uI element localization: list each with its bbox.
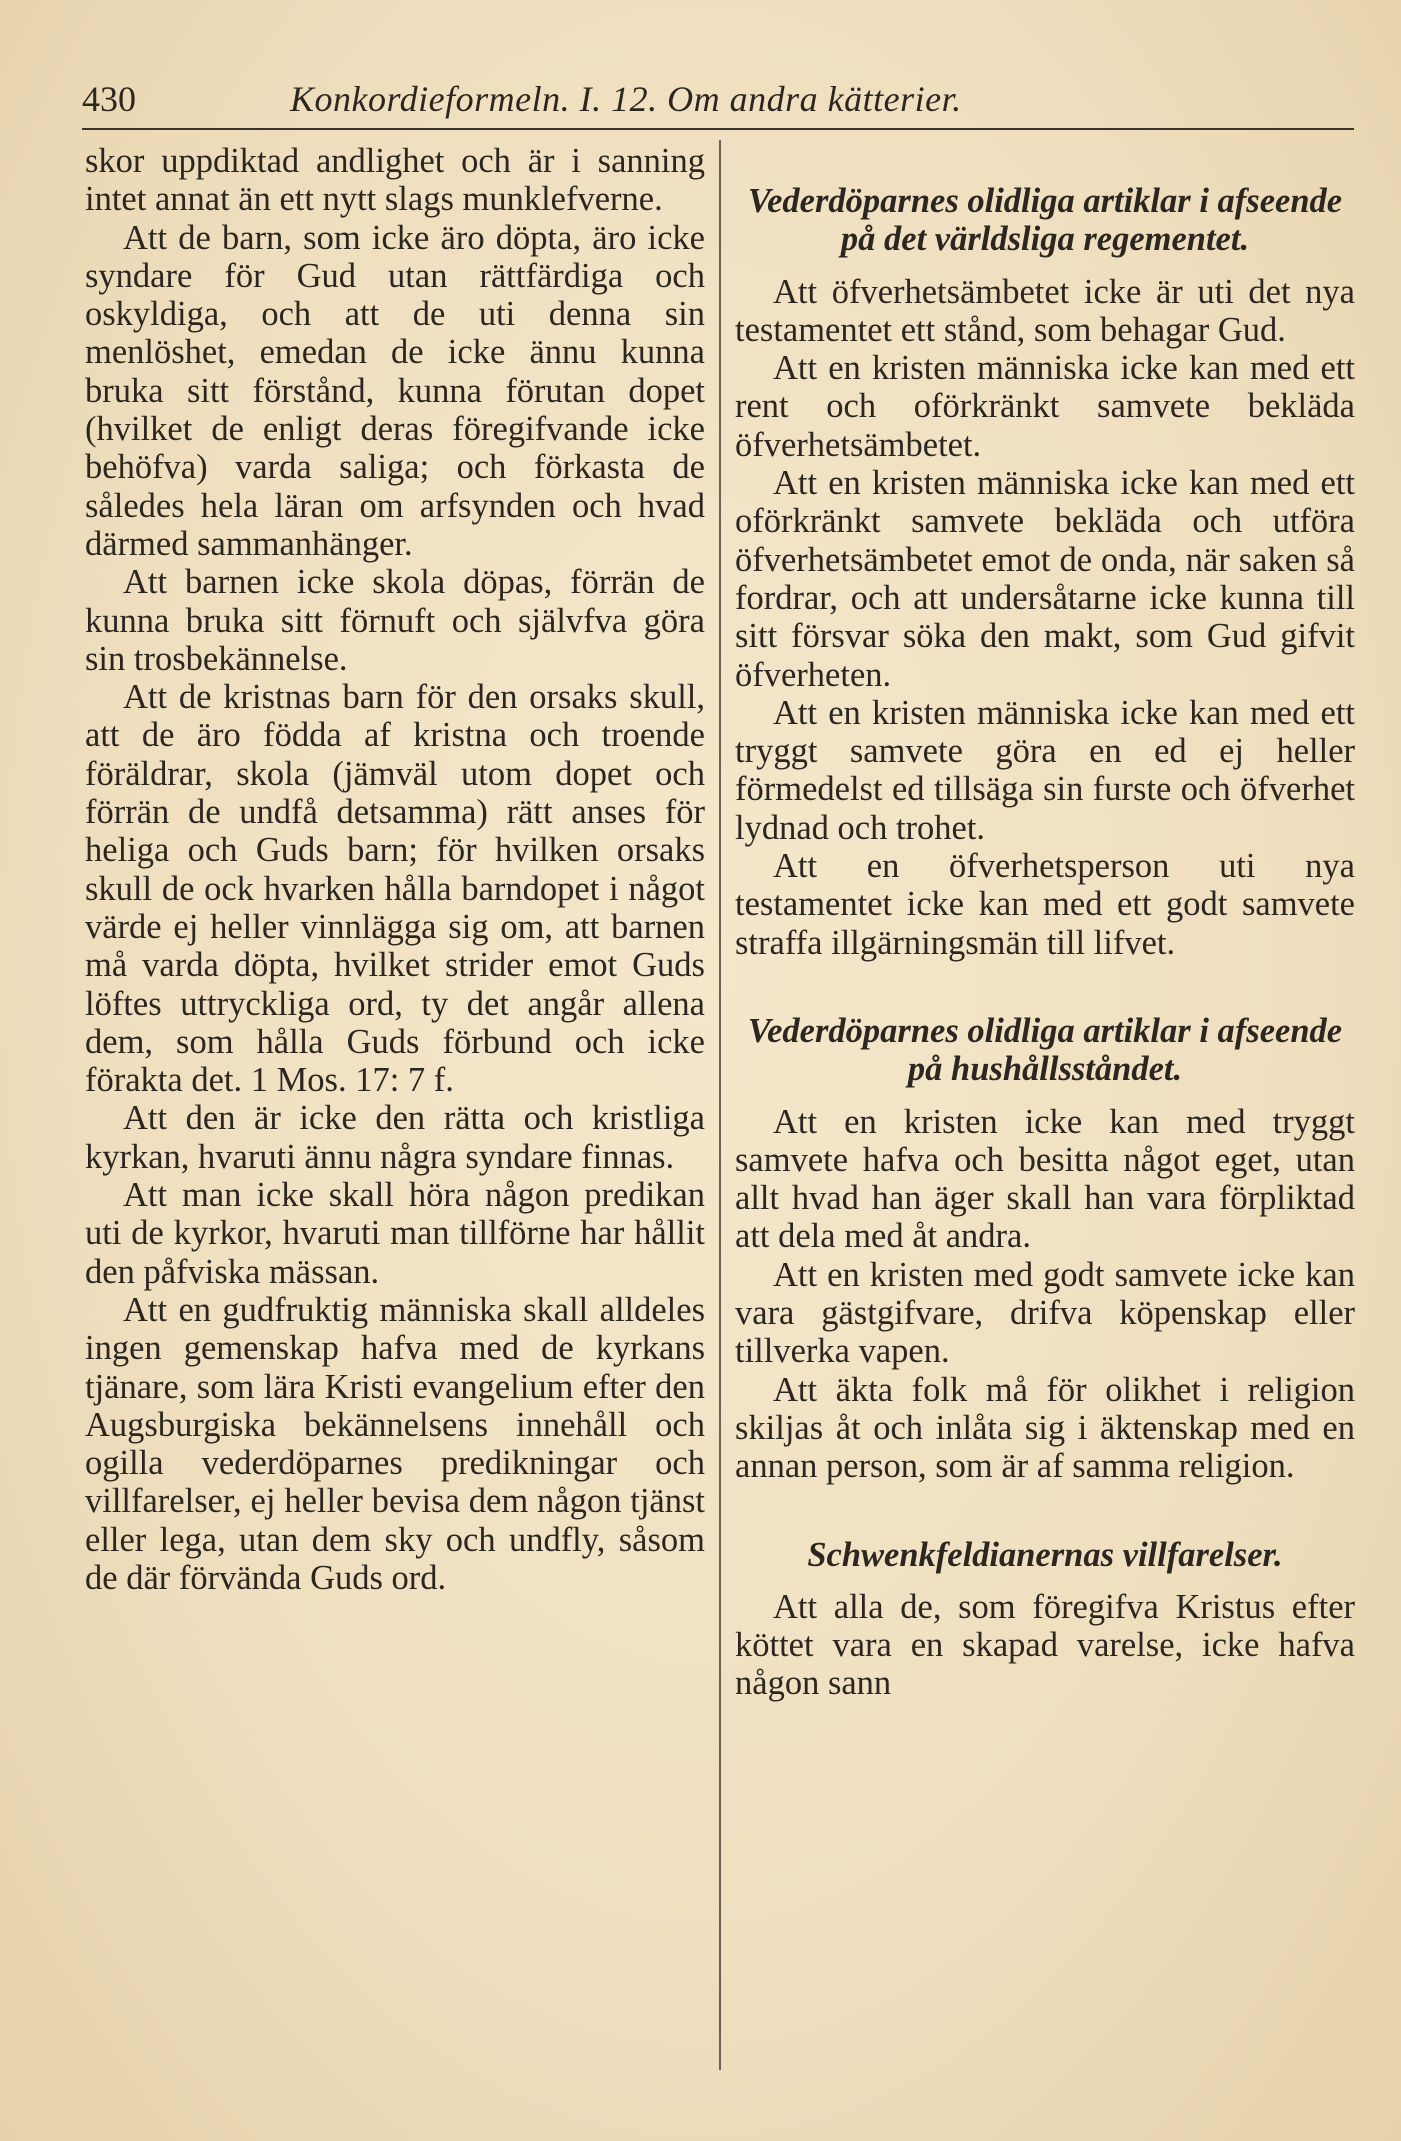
paragraph: Att de kristnas barn för den orsaks skull, att de äro födda af kristna och troende föräldrar, skola (jämväl utom dopet och förrän de undfå detsamma) rätt anses för heliga och Guds barn; för hvilken orsaks skull de ock hvarken hålla barndopet i något värde ej heller vinnlägga sig om, att barnen må varda döpta, hvilket strider emot Guds löftes uttryckliga ord, ty det angår allena dem, som hålla Guds förbund och icke förakta det. 1 Mos. 17: 7 f.: [85, 678, 705, 1100]
paragraph: Att barnen icke skola döpas, förrän de kunna bruka sitt förnuft och självfva göra sin trosbekännelse.: [85, 563, 705, 678]
right-column: [735, 142, 1355, 1703]
paragraph: Att en öfverhetsperson uti nya testamentet icke kan med ett godt samvete straffa illgärningsmän till lifvet.: [735, 847, 1355, 962]
page-header: [82, 78, 1352, 128]
paragraph: Att en kristen med godt samvete icke kan vara gästgifvare, drifva köpenskap eller tillverka vapen.: [735, 1255, 1355, 1371]
paragraph: Att den är icke den rätta och kristliga kyrkan, hvaruti ännu några syndare finnas.: [85, 1099, 705, 1176]
paragraph: Att de barn, som icke äro döpta, äro icke syndare för Gud utan rättfärdiga och oskyldiga, och att de uti denna sin menlöshet, emedan de icke ännu kunna bruka sitt förstånd, kunna förutan dopet (hvilket de enligt deras föregifvande icke behöfva) varda saliga; och förkasta de således hela läran om arfsynden och hvad därmed sammanhänger.: [85, 218, 705, 563]
section-heading-schwenkfeldians: Schwenkfeldianernas villfarelser.: [807, 1535, 1283, 1574]
paragraph: Att en gudfruktig människa skall alldeles ingen gemenskap hafva med de kyrkans tjänare, som lära Kristi evangelium efter den Augsburgiska bekännelsens innehåll och ogilla vederdöparnes predikningar och villfarelser, ej heller bevisa dem någon tjänst eller lega, utan dem sky och undfly, såsom de där förvända Guds ord.: [85, 1290, 705, 1597]
paragraph: Att äkta folk må för olikhet i religion skiljas åt och inlåta sig i äktenskap med en annan person, som är af samma religion.: [735, 1370, 1355, 1486]
section-heading-worldly-government: Vederdöparnes olidliga artiklar i afseende på det världsliga regementet.: [747, 182, 1343, 259]
paragraph: Att en kristen människa icke kan med ett oförkränkt samvete bekläda och utföra öfverhetsämbetet emot de onda, när saken så fordrar, och att undersåtarne icke kunna till sitt försvar söka den makt, som Gud gifvit öfverheten.: [735, 464, 1355, 694]
paragraph: Att öfverhetsämbetet icke är uti det nya testamentet ett stånd, som behagar Gud.: [735, 272, 1355, 349]
page-number: 430: [82, 79, 136, 119]
paragraph: Att en kristen människa icke kan med ett tryggt samvete göra en ed ej heller förmedelst ed tillsäga sin furste och öfverhet lydnad och trohet.: [735, 693, 1355, 847]
paragraph: Att en kristen icke kan med tryggt samvete hafva och besitta något eget, utan allt hvad han äger skall han vara förpliktad att dela med åt andra.: [735, 1102, 1355, 1256]
column-divider: [719, 140, 721, 2070]
paragraph: Att alla de, som föregifva Kristus efter köttet vara en skapad varelse, icke hafva någon sann: [735, 1587, 1355, 1703]
paragraph: Att en kristen människa icke kan med ett rent och oförkränkt samvete bekläda öfverhetsämbetet.: [735, 349, 1355, 464]
running-title: Konkordieformeln. I. 12. Om andra kätterier.: [290, 79, 962, 119]
paragraph: Att man icke skall höra någon predikan uti de kyrkor, hvaruti man tillförne har hållit den påfviska mässan.: [85, 1176, 705, 1291]
left-column: [85, 142, 705, 1597]
paragraph: skor uppdiktad andlighet och är i sanning intet annat än ett nytt slags munklefverne.: [85, 142, 705, 219]
header-rule: [82, 128, 1354, 130]
section-heading-household: Vederdöparnes olidliga artiklar i afseende på hushållsståndet.: [747, 1011, 1343, 1089]
